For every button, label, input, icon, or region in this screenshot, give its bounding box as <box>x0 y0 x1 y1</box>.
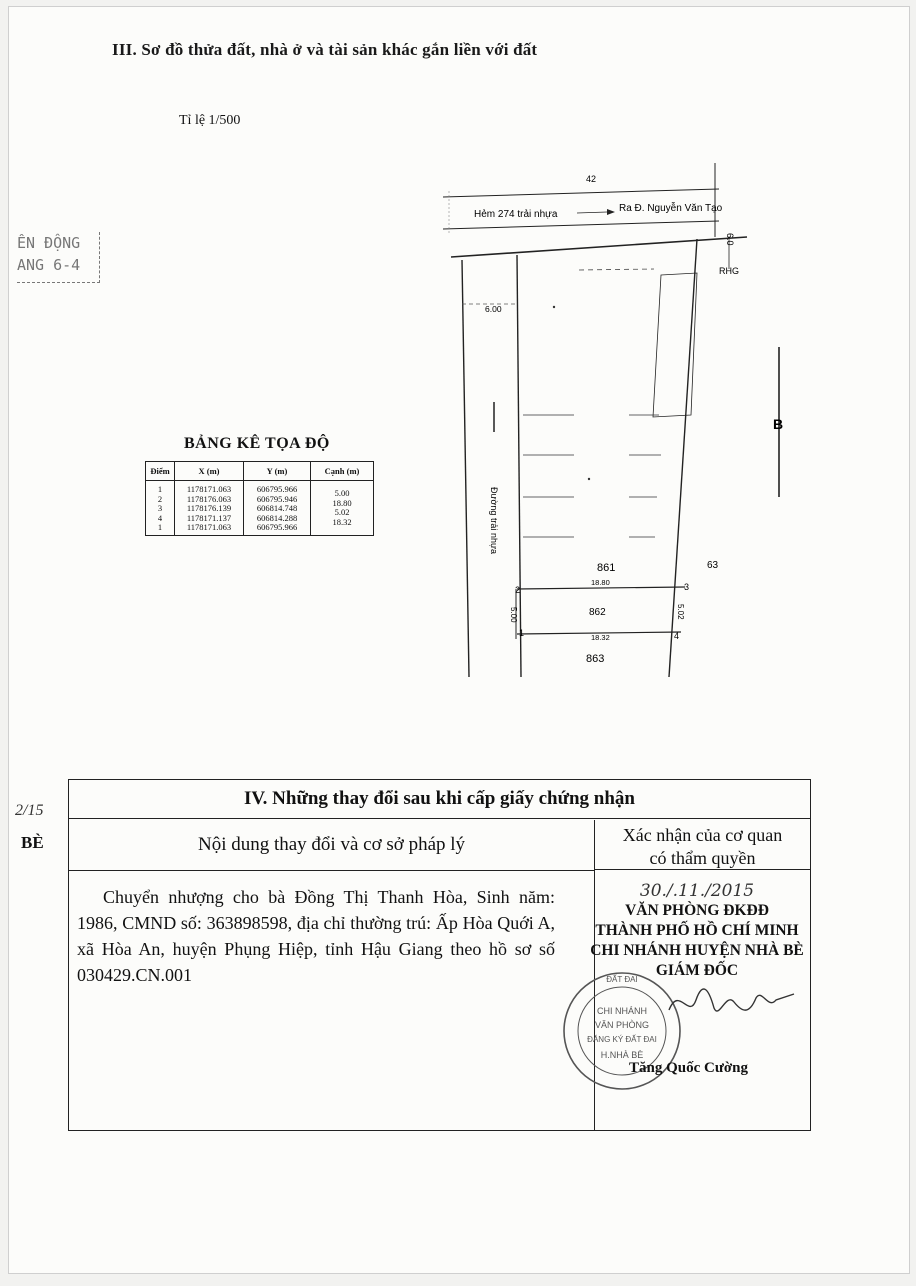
point-3: 3 <box>684 582 690 592</box>
point-1: 1 <box>519 628 525 638</box>
seal-line3: ĐĂNG KÝ ĐẤT ĐAI <box>587 1035 657 1044</box>
edge-bottom-label: 18.32 <box>591 633 610 642</box>
confirmation-date: 30./.11./2015 <box>639 881 755 901</box>
top-number: 42 <box>585 174 597 184</box>
road-left-edge <box>462 260 469 677</box>
director-title: GIÁM ĐỐC <box>655 962 739 979</box>
plot-map <box>429 157 789 687</box>
road-label: Đường trải nhựa <box>489 487 499 554</box>
change-content: Chuyển nhượng cho bà Đồng Thị Thanh Hòa, Sinh năm: 1986, CMND số: 363898598, địa chỉ thường trú: Ấp Hòa Quới A, xã Hòa An, huyện Phụng Hiệp, tỉnh Hậu Giang theo hồ sơ số 030429.CN.001 <box>77 887 555 985</box>
changes-column-header: Nội dung thay đổi và cơ sở pháp lý <box>69 820 594 871</box>
edge-left-label: 5.00 <box>509 607 518 623</box>
section4-box <box>68 779 811 1131</box>
margin-be: BÈ <box>21 833 44 852</box>
coord-header-point: Điểm <box>146 462 175 481</box>
coord-table-title: BẢNG KÊ TỌA ĐỘ <box>184 435 330 452</box>
seal-line2: VĂN PHÒNG <box>594 1020 650 1030</box>
coord-header-y: Y (m) <box>244 462 311 481</box>
coord-table <box>145 461 374 536</box>
lot-861-label: 861 <box>597 562 616 574</box>
seal-ring-text: ĐẤT ĐAI <box>606 975 638 984</box>
width-label: 6.00 <box>485 304 502 314</box>
street-line-top <box>443 189 719 197</box>
office-line2: THÀNH PHỐ HỒ CHÍ MINH <box>595 922 799 939</box>
lot-862-label: 862 <box>589 607 606 618</box>
direction-arrow <box>577 212 607 213</box>
signature <box>664 980 804 1030</box>
margin-stamp <box>17 232 100 283</box>
point-4: 4 <box>674 631 680 641</box>
signer-name: Tăng Quốc Cường <box>629 1060 748 1076</box>
margin-stamp-line1: ÊN ĐỘNG <box>17 234 81 252</box>
road-edge <box>451 237 747 257</box>
north-mark: B <box>773 416 784 432</box>
authority-column-header: Xác nhận của cơ quan có thẩm quyền <box>595 820 810 870</box>
lot-863-label: 863 <box>586 653 605 665</box>
edge-right-label: 5.02 <box>676 604 685 620</box>
seal-line4: H.NHÀ BÈ <box>600 1050 644 1060</box>
seal-line1: CHI NHÁNH <box>596 1006 648 1016</box>
margin-stamp-line2: ANG 6-4 <box>17 256 81 274</box>
authority-block <box>581 881 813 981</box>
coord-header-x: X (m) <box>175 462 244 481</box>
coord-row: 1 1178171.063 606795.966 5.00 18.80 5.02 18.32 <box>146 481 374 495</box>
lot-63-label: 63 <box>707 560 719 571</box>
map-scale: Tỉ lệ 1/500 <box>179 113 241 128</box>
document-page <box>8 6 910 1274</box>
margin-number: 2/15 <box>15 802 44 819</box>
coord-table-header <box>146 462 374 481</box>
section3-title: III. Sơ đồ thửa đất, nhà ở và tài sản khác gắn liền với đất <box>112 40 538 59</box>
side-number: 6.0 <box>725 233 735 246</box>
point-2: 2 <box>515 585 521 595</box>
office-line3: CHI NHÁNH HUYỆN NHÀ BÈ <box>590 942 804 959</box>
section4-title: IV. Những thay đổi sau khi cấp giấy chứng nhận <box>69 780 810 819</box>
coord-row: 2 1178176.063 606795.946 <box>146 495 374 505</box>
coord-edges-cell: 5.00 18.80 5.02 18.32 <box>311 481 374 536</box>
coord-header-edge: Cạnh (m) <box>311 462 374 481</box>
coord-row: 3 1178176.139 606814.748 <box>146 504 374 514</box>
edge-top-label: 18.80 <box>591 578 610 587</box>
street-label: Hẻm 274 trải nhựa <box>474 209 558 220</box>
rhg-label: RHG <box>719 266 739 276</box>
street-line-bottom <box>443 221 719 229</box>
lot-edge-top <box>517 587 685 589</box>
arrow-label: Ra Đ. Nguyễn Văn Tạo <box>619 203 723 214</box>
coord-row: 1 1178171.063 606795.966 <box>146 523 374 535</box>
office-line1: VĂN PHÒNG ĐKĐĐ <box>625 902 769 919</box>
coord-row: 4 1178171.137 606814.288 <box>146 514 374 524</box>
